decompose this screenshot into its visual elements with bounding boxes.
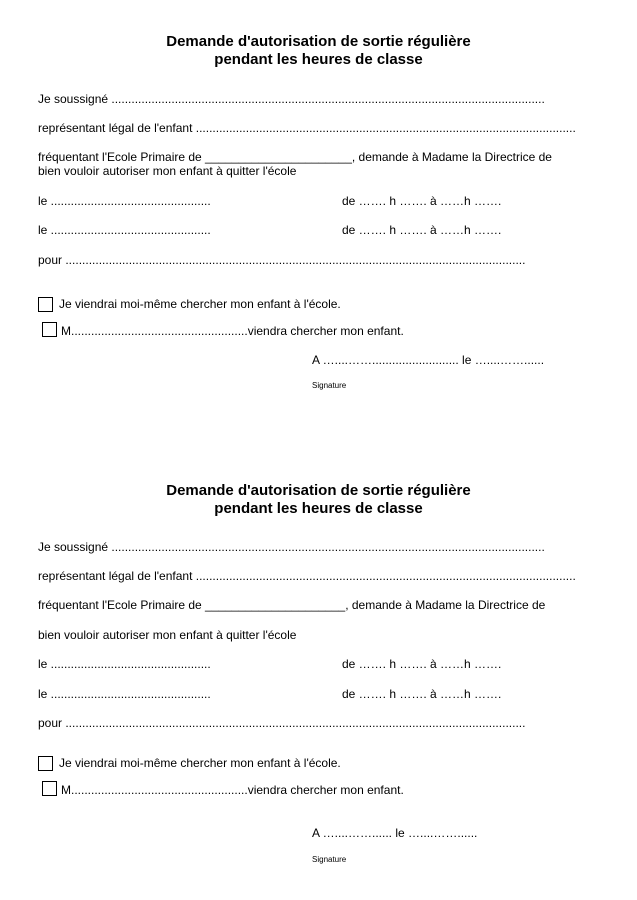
date-field-1[interactable]: le ................................................ xyxy=(38,194,211,208)
time-range-field-2[interactable]: de ……. h ……. à ……h ……. xyxy=(342,223,502,237)
representant-field[interactable]: représentant légal de l'enfant .................................................................................................................. xyxy=(38,121,576,135)
form-title-line-2: pendant les heures de classe xyxy=(214,500,423,517)
option-other-checkbox[interactable] xyxy=(42,781,57,796)
option-self-label: Je viendrai moi-même chercher mon enfant à l'école. xyxy=(59,756,341,770)
form-title xyxy=(0,33,637,69)
date-field-1[interactable]: le ................................................ xyxy=(38,657,211,671)
option-other-checkbox[interactable] xyxy=(42,322,57,337)
form-title-line-2: pendant les heures de classe xyxy=(214,51,423,68)
autoriser-text: bien vouloir autoriser mon enfant à quitter l'école xyxy=(38,628,297,642)
soussigne-field[interactable]: Je soussigné .................................................................................................................................. xyxy=(38,92,545,106)
representant-field[interactable]: représentant légal de l'enfant .................................................................................................................. xyxy=(38,569,576,583)
form-title-line-1: Demande d'autorisation de sortie régulière xyxy=(166,33,471,50)
option-self-label: Je viendrai moi-même chercher mon enfant à l'école. xyxy=(59,297,341,311)
frequentant-field[interactable]: fréquentant l'Ecole Primaire de _____________________, demande à Madame la Directrice de xyxy=(38,598,546,612)
autoriser-text: bien vouloir autoriser mon enfant à quitter l'école xyxy=(38,164,297,178)
form-title-line-1: Demande d'autorisation de sortie régulière xyxy=(166,482,471,499)
frequentant-field[interactable]: fréquentant l'Ecole Primaire de ______________________, demande à Madame la Directrice de xyxy=(38,150,552,164)
pour-field[interactable]: pour .......................................................................................................................................... xyxy=(38,253,526,267)
time-range-field-1[interactable]: de ……. h ……. à ……h ……. xyxy=(342,194,502,208)
place-date-field[interactable]: A …....……...... le …....……...... xyxy=(312,826,478,840)
option-self-checkbox[interactable] xyxy=(38,756,53,771)
time-range-field-2[interactable]: de ……. h ……. à ……h ……. xyxy=(342,687,502,701)
date-field-2[interactable]: le ................................................ xyxy=(38,687,211,701)
place-date-field[interactable]: A …....…….......................... le …....……...... xyxy=(312,353,545,367)
signature-label: Signature xyxy=(312,855,347,864)
soussigne-field[interactable]: Je soussigné .................................................................................................................................. xyxy=(38,540,545,554)
date-field-2[interactable]: le ................................................ xyxy=(38,223,211,237)
time-range-field-1[interactable]: de ……. h ……. à ……h ……. xyxy=(342,657,502,671)
pour-field[interactable]: pour .......................................................................................................................................... xyxy=(38,716,526,730)
option-self-checkbox[interactable] xyxy=(38,297,53,312)
option-other-label[interactable]: M.....................................................viendra chercher mon enfant. xyxy=(61,783,404,797)
option-other-label[interactable]: M.....................................................viendra chercher mon enfant. xyxy=(61,324,404,338)
signature-label: Signature xyxy=(312,381,347,390)
form-title xyxy=(0,482,637,518)
